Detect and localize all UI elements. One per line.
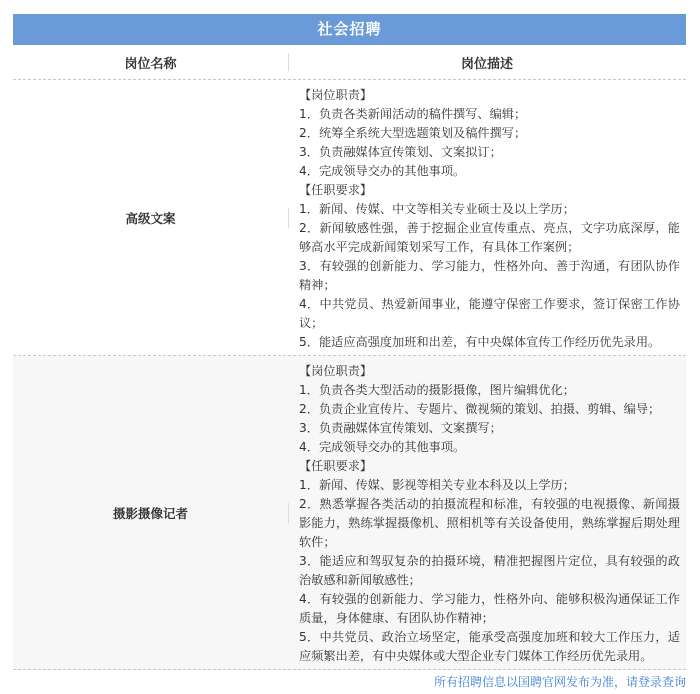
job-name-cell: 摄影摄像记者 bbox=[112, 505, 188, 521]
job-desc-cell bbox=[288, 80, 686, 355]
header-job-name: 岗位名称 bbox=[124, 56, 177, 72]
table-row bbox=[13, 80, 686, 356]
desc-line: 3．有较强的创新能力、学习能力，性格外向、善于沟通，有团队协作精神； bbox=[299, 259, 680, 292]
desc-line: 4．完成领导交办的其他事项。 bbox=[299, 440, 466, 454]
desc-line: 5．中共党员、政治立场坚定，能承受高强度加班和较大工作压力，适应频繁出差，有中央媒体或大型企业专门媒体工作经历优先录用。 bbox=[299, 630, 680, 663]
desc-line: 【岗位职责】 bbox=[299, 364, 373, 378]
table-row bbox=[13, 356, 686, 670]
desc-line: 1．负责各类新闻活动的稿件撰写、编辑； bbox=[299, 107, 527, 121]
recruitment-page bbox=[13, 14, 686, 670]
desc-line: 2．熟悉掌握各类活动的拍摄流程和标准，有较强的电视摄像、新闻摄影能力，熟练掌握摄像机、照相机等有关设备使用，熟练掌握后期处理软件； bbox=[299, 497, 680, 549]
desc-line: 1．负责各类大型活动的摄影摄像，图片编辑优化； bbox=[299, 383, 575, 397]
desc-line: 【岗位职责】 bbox=[299, 88, 373, 102]
desc-line: 2．负责企业宣传片、专题片、微视频的策划、拍摄、剪辑、编导； bbox=[299, 402, 661, 416]
desc-line: 2．统筹全系统大型选题策划及稿件撰写； bbox=[299, 126, 527, 140]
desc-line: 5．能适应高强度加班和出差，有中央媒体宣传工作经历优先录用。 bbox=[299, 335, 661, 349]
desc-line: 【任职要求】 bbox=[299, 183, 373, 197]
desc-line: 4．有较强的创新能力、学习能力，性格外向、能够积极沟通保证工作质量，身体健康、有团队协作精神； bbox=[299, 592, 680, 625]
job-desc-cell bbox=[288, 356, 686, 669]
footer-note: 所有招聘信息以国聘官网发布为准，请登录查询 bbox=[433, 675, 686, 689]
desc-line: 3．负责融媒体宣传策划、文案拟订； bbox=[299, 145, 502, 159]
desc-line: 1．新闻、传媒、中文等相关专业硕士及以上学历； bbox=[299, 202, 575, 216]
page-title: 社会招聘 bbox=[13, 14, 686, 45]
desc-line: 4．中共党员、热爱新闻事业，能遵守保密工作要求，签订保密工作协议； bbox=[299, 297, 680, 330]
header-job-desc: 岗位描述 bbox=[288, 45, 686, 79]
desc-line: 1．新闻、传媒、影视等相关专业本科及以上学历； bbox=[299, 478, 575, 492]
desc-line: 【任职要求】 bbox=[299, 459, 373, 473]
desc-line: 3．能适应和驾驭复杂的拍摄环境，精准把握图片定位，具有较强的政治敏感和新闻敏感性； bbox=[299, 554, 680, 587]
desc-line: 3．负责融媒体宣传策划、文案撰写； bbox=[299, 421, 502, 435]
table-header bbox=[13, 45, 686, 80]
desc-line: 4．完成领导交办的其他事项。 bbox=[299, 164, 466, 178]
job-name-cell: 高级文案 bbox=[125, 210, 176, 226]
desc-line: 2．新闻敏感性强，善于挖掘企业宣传重点、亮点，文字功底深厚，能够高水平完成新闻策划采写工作，有具体工作案例； bbox=[299, 221, 680, 254]
